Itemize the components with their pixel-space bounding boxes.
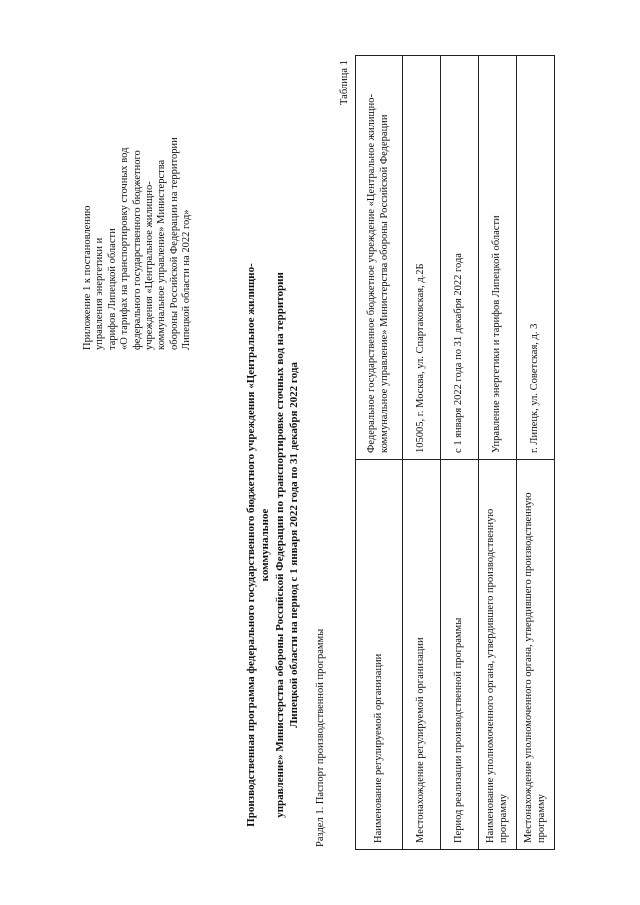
appendix-line: учреждения «Центральное жилищно- [143, 181, 155, 350]
appendix-line: федерального государственного бюджетного [131, 150, 143, 350]
appendix-line: Приложение 1 к постановлению [82, 205, 93, 350]
appendix-line: обороны Российской Федерации на территории [168, 137, 180, 350]
title-line: Производственная программа федерального государственного бюджетного учреждения «Центральное жилищно-коммунальное [245, 263, 272, 827]
row-label: Наименование уполномоченного органа, утвердившего производственную программу [479, 459, 517, 849]
row-value: г. Липецк, ул. Советская, д. 3 [517, 56, 555, 460]
row-value: Федеральное государственное бюджетное учреждение «Центральное жилищно-коммунальное управление» Министерства обороны Российской Федерации [356, 56, 403, 460]
table-row [441, 56, 479, 850]
table-row [479, 56, 517, 850]
section-title: Раздел 1. Паспорт производственной программы [315, 628, 326, 847]
row-value: 105005, г. Москва, ул. Спартаковская, д.2Б [403, 56, 441, 460]
document-title [244, 240, 301, 850]
table-row [517, 56, 555, 850]
row-value: с 1 января 2022 года по 31 декабря 2022 года [441, 56, 479, 460]
title-line: управление» Министерства обороны Российской Федерации по транспортировке сточных вод на территории [273, 272, 286, 818]
appendix-line: Липецкой области на 2022 год» [181, 209, 192, 350]
passport-table [355, 55, 555, 850]
row-label: Местонахождение регулируемой организации [403, 459, 441, 849]
appendix-line: коммунальное управление» Министерства [156, 159, 168, 350]
table-row [356, 56, 403, 850]
title-line: Липецкой области на период с 1 января 2022 года по 31 декабря 2022 года [287, 362, 300, 728]
appendix-block [82, 55, 193, 350]
table-row [403, 56, 441, 850]
row-value: Управление энергетики и тарифов Липецкой области [479, 56, 517, 460]
appendix-line: управления энергетики и [94, 237, 106, 350]
row-label: Период реализации производственной программы [441, 459, 479, 849]
appendix-line: тарифов Липецкой области [106, 228, 118, 350]
row-label: Местонахождение уполномоченного органа, утвердившего производственную программу [517, 459, 555, 849]
table-label: Таблица 1 [339, 60, 350, 105]
appendix-line: «О тарифах на транспортировку сточных вод [119, 147, 131, 350]
row-label: Наименование регулируемой организации [356, 459, 403, 849]
